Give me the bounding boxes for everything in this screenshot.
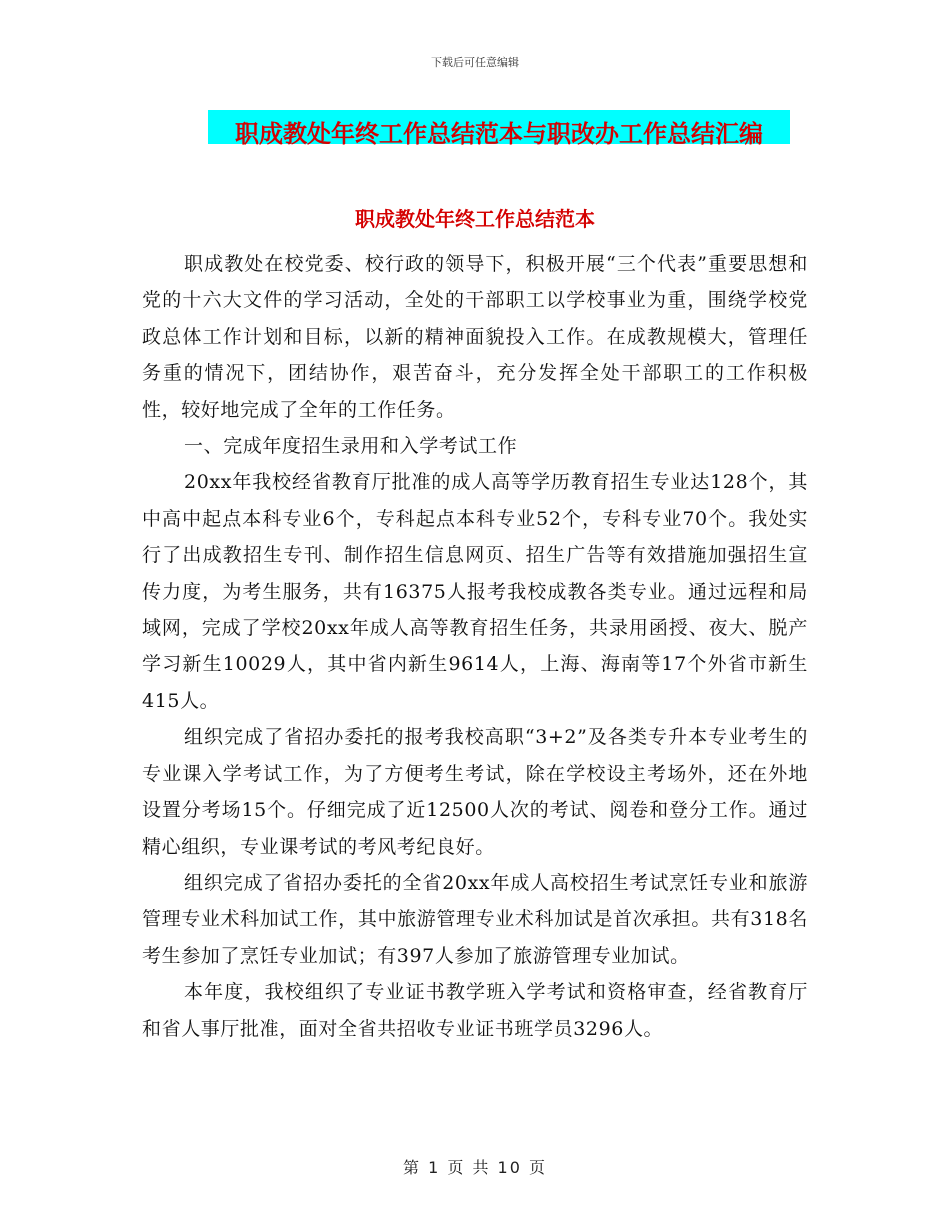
header-note: 下载后可任意编辑 [431, 56, 519, 69]
page-number: 第 1 页 共 10 页 [403, 1158, 547, 1177]
paragraph: 20xx年我校经省教育厅批准的成人高等学历教育招生专业达128个，其中高中起点本科专业6个，专科起点本科专业52个，专科专业70个。我处实行了出成教招生专刊、制作招生信息网页、招生广告等有效措施加强招生宣传力度，为考生服务，共有16375人报考我校成教各类专业。通过远程和局域网，完成了学校20xx年成人高等教育招生任务，共录用函授、夜大、脱产学习新生10029人，其中省内新生9614人，上海、海南等17个外省市新生415人。 [142, 471, 808, 712]
section-heading: 一、完成年度招生录用和入学考试工作 [184, 435, 518, 458]
document-body [142, 246, 808, 1047]
paragraph: 组织完成了省招办委托的报考我校高职“3+2”及各类专升本专业考生的专业课入学考试工作，为了方便考生考试，除在学校设主考场外，还在外地设置分考场15个。仔细完成了近12500人次的考试、阅卷和登分工作。通过精心组织，专业课考试的考风考纪良好。 [142, 726, 808, 858]
section-title: 职成教处年终工作总结范本 [355, 207, 595, 231]
paragraph: 组织完成了省招办委托的全省20xx年成人高校招生考试烹饪专业和旅游管理专业术科加试工作，其中旅游管理专业术科加试是首次承担。共有318名考生参加了烹饪专业加试；有397人参加了旅游管理专业加试。 [142, 871, 808, 967]
document-title: 职成教处年终工作总结范本与职改办工作总结汇编 [235, 120, 763, 148]
paragraph: 职成教处在校党委、校行政的领导下，积极开展“三个代表”重要思想和党的十六大文件的学习活动，全处的干部职工以学校事业为重，围绕学校党政总体工作计划和目标，以新的精神面貌投入工作。在成教规模大，管理任务重的情况下，团结协作，艰苦奋斗，充分发挥全处干部职工的工作积极性，较好地完成了全年的工作任务。 [142, 253, 808, 421]
paragraph: 本年度，我校组织了专业证书教学班入学考试和资格审查，经省教育厅和省人事厅批准，面对全省共招收专业证书班学员3296人。 [142, 981, 808, 1040]
